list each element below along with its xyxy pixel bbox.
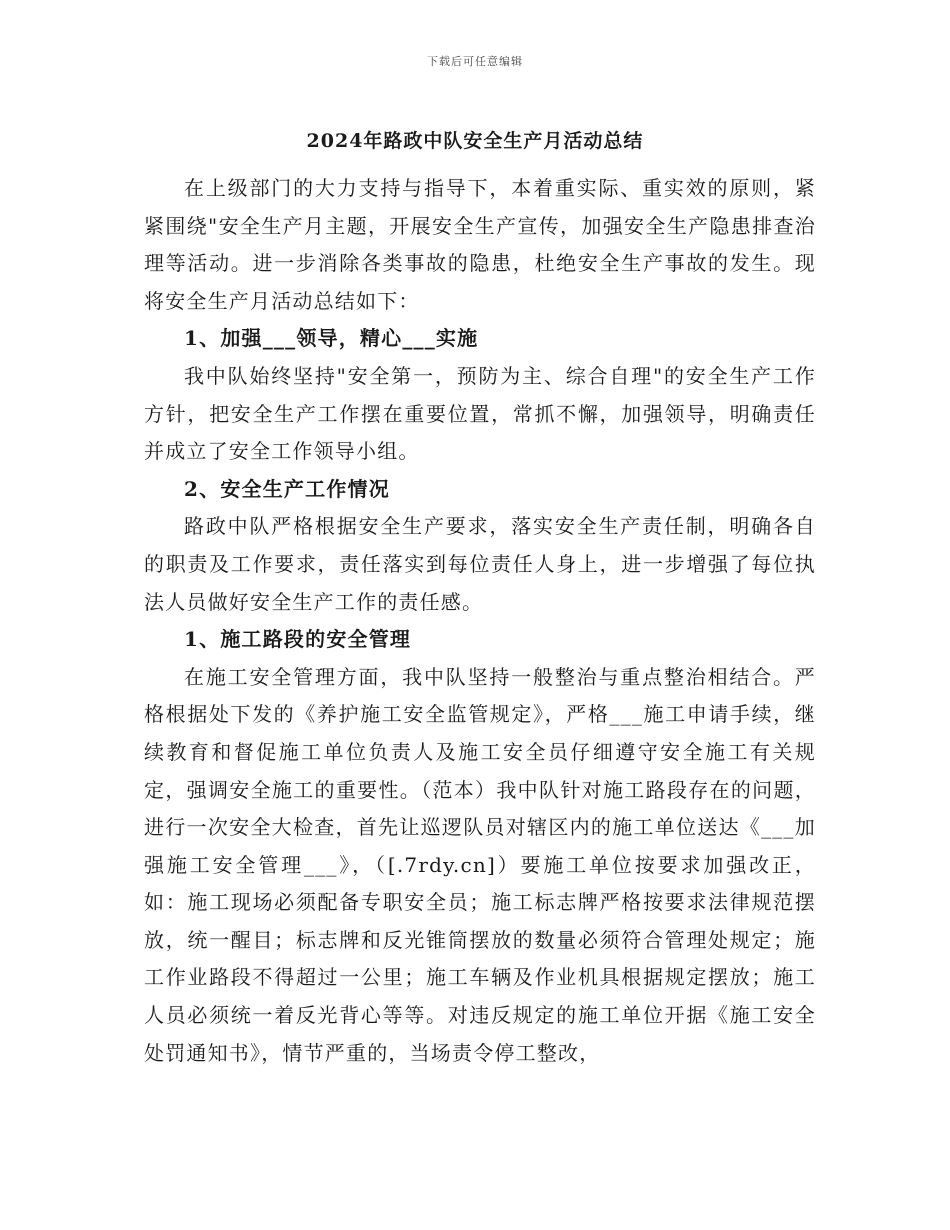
work-status-paragraph: 路政中队严格根据安全生产要求，落实安全生产责任制，明确各自的职责及工作要求，责任落实到每位责任人身上，进一步增强了每位执法人员做好安全生产工作的责任感。 (144, 514, 816, 614)
section-heading-leadership: 1、加强___领导，精心___实施 (184, 326, 479, 351)
document-body (144, 170, 816, 1072)
section-heading-work-status: 2、安全生产工作情况 (184, 476, 390, 501)
section-heading-construction-safety: 1、施工路段的安全管理 (184, 627, 412, 652)
document-title: 2024年路政中队安全生产月活动总结 (306, 130, 644, 152)
construction-safety-paragraph: 在施工安全管理方面，我中队坚持一般整治与重点整治相结合。严格根据处下发的《养护施工安全监管规定》，严格___施工申请手续，继续教育和督促施工单位负责人及施工安全员仔细遵守安全施工有关规定，强调安全施工的重要性。（范本）我中队针对施工路段存在的问题，进行一次安全大检查，首先让巡逻队员对辖区内的施工单位送达《___加强施工安全管理___》，（[.7rdy.cn]）要施工单位按要求加强改正，如：施工现场必须配备专职安全员；施工标志牌严格按要求法律规范摆放，统一醒目；标志牌和反光锥筒摆放的数量必须符合管理处规定；施工作业路段不得超过一公里；施工车辆及作业机具根据规定摆放；施工人员必须统一着反光背心等等。对违反规定的施工单位开据《施工安全处罚通知书》，情节严重的，当场责令停工整改， (144, 664, 816, 1065)
intro-paragraph: 在上级部门的大力支持与指导下，本着重实际、重实效的原则，紧紧围绕"安全生产月主题，开展安全生产宣传，加强安全生产隐患排查治理等活动。进一步消除各类事故的隐患，杜绝安全生产事故的发生。现将安全生产月活动总结如下： (144, 176, 816, 313)
header-note: 下载后可任意编辑 (427, 55, 523, 68)
leadership-paragraph: 我中队始终坚持"安全第一，预防为主、综合自理"的安全生产工作方针，把安全生产工作摆在重要位置，常抓不懈，加强领导，明确责任并成立了安全工作领导小组。 (144, 363, 816, 464)
